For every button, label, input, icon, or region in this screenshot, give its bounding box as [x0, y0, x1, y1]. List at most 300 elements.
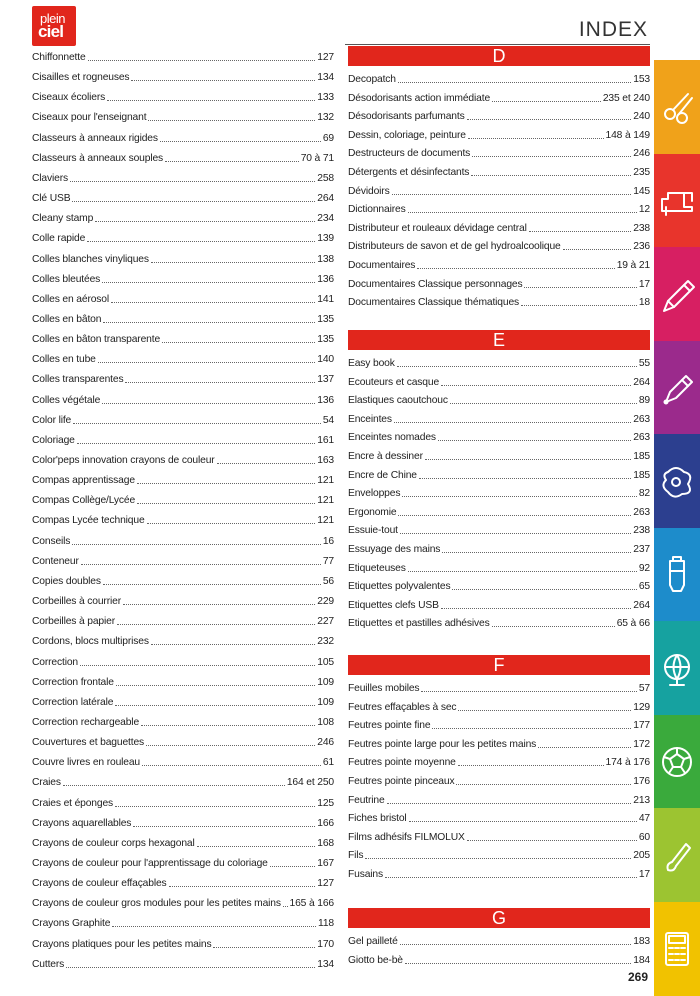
entry-page: 246 — [633, 147, 650, 160]
dot-leader — [467, 840, 637, 841]
entry-label: Colles en aérosol — [32, 293, 109, 306]
dot-leader — [151, 262, 315, 263]
entry-page: 12 — [639, 203, 650, 216]
entry-page: 237 — [633, 543, 650, 556]
entry-label: Documentaires — [348, 259, 415, 272]
dot-leader — [442, 552, 631, 553]
entry-page: 127 — [317, 877, 334, 890]
index-entry — [348, 696, 650, 714]
entry-label: Correction — [32, 656, 78, 669]
entry-page: 205 — [633, 849, 650, 862]
side-tab — [654, 154, 700, 249]
calculator-icon — [654, 925, 700, 971]
entry-page: 132 — [317, 111, 334, 124]
entry-label: Désodorisants action immédiate — [348, 92, 490, 105]
entry-page: 153 — [633, 73, 650, 86]
pencil-icon — [654, 271, 700, 317]
index-entry — [32, 892, 334, 910]
dot-leader — [387, 803, 632, 804]
entry-page: 17 — [639, 278, 650, 291]
entry-label: Distributeurs de savon et de gel hydroalcoolique — [348, 240, 561, 253]
index-entry — [32, 429, 334, 447]
index-entry — [348, 389, 650, 407]
entry-label: Corbeilles à papier — [32, 615, 115, 628]
entry-page: 263 — [633, 506, 650, 519]
entry-label: Crayons de couleur effaçables — [32, 877, 167, 890]
index-entry — [32, 933, 334, 951]
entry-page: 229 — [317, 595, 334, 608]
entry-page: 246 — [317, 736, 334, 749]
index-entry — [32, 852, 334, 870]
index-entry — [348, 519, 650, 537]
dot-leader — [87, 241, 315, 242]
dot-leader — [409, 821, 637, 822]
entry-label: Dévidoirs — [348, 185, 390, 198]
entry-page: 167 — [317, 857, 334, 870]
dot-leader — [165, 161, 299, 162]
entry-label: Correction latérale — [32, 696, 113, 709]
dot-leader — [563, 249, 632, 250]
entry-page: 108 — [317, 716, 334, 729]
index-entry — [348, 770, 650, 788]
entry-page: 172 — [633, 738, 650, 751]
entry-label: Colles en bâton — [32, 313, 101, 326]
entry-label: Détergents et désinfectants — [348, 166, 469, 179]
index-entry — [348, 105, 650, 123]
entry-label: Fils — [348, 849, 363, 862]
index-entry — [348, 575, 650, 593]
section-banner-e: E — [348, 330, 650, 350]
entry-label: Cutters — [32, 958, 64, 971]
entry-page: 55 — [639, 357, 650, 370]
entry-page: 185 — [633, 469, 650, 482]
entry-label: Gel pailleté — [348, 935, 398, 948]
entry-label: Coloriage — [32, 434, 75, 447]
entry-label: Essuie-tout — [348, 524, 398, 537]
index-entry — [348, 501, 650, 519]
dot-leader — [146, 745, 315, 746]
entry-label: Elastiques caoutchouc — [348, 394, 448, 407]
index-entry — [348, 254, 650, 272]
entry-label: Correction frontale — [32, 676, 114, 689]
entry-page: 69 — [323, 132, 334, 145]
dot-leader — [385, 877, 637, 878]
side-tab — [654, 341, 700, 436]
entry-page: 136 — [317, 273, 334, 286]
index-entry — [32, 389, 334, 407]
index-entry — [32, 832, 334, 850]
entry-page: 18 — [639, 296, 650, 309]
index-entry — [348, 464, 650, 482]
entry-label: Enceintes — [348, 413, 392, 426]
index-entry — [32, 711, 334, 729]
index-entry — [32, 86, 334, 104]
entry-page: 129 — [633, 701, 650, 714]
index-entry — [32, 127, 334, 145]
section-banner-g: G — [348, 908, 650, 928]
index-entry — [348, 124, 650, 142]
entry-label: Classeurs à anneaux souples — [32, 152, 163, 165]
index-entry — [32, 469, 334, 487]
entry-label: Fiches bristol — [348, 812, 407, 825]
dot-leader — [131, 80, 315, 81]
entry-label: Crayons de couleur gros modules pour les petites mains — [32, 897, 281, 910]
dot-leader — [438, 440, 631, 441]
dot-leader — [400, 944, 632, 945]
index-entry — [348, 714, 650, 732]
entry-label: Crayons de couleur pour l'apprentissage du coloriage — [32, 857, 268, 870]
entry-label: Couvre livres en rouleau — [32, 756, 140, 769]
entry-page: 139 — [317, 232, 334, 245]
index-entry — [348, 273, 650, 291]
dot-leader — [408, 212, 637, 213]
entry-page: 163 — [317, 454, 334, 467]
dot-leader — [160, 141, 321, 142]
entry-page: 19 à 21 — [617, 259, 650, 272]
index-entry — [32, 248, 334, 266]
dot-leader — [417, 268, 614, 269]
entry-label: Encre à dessiner — [348, 450, 423, 463]
logo-line-2: ciel — [38, 25, 63, 38]
dot-leader — [402, 496, 637, 497]
scissors-icon — [654, 84, 700, 130]
entry-label: Ecouteurs et casque — [348, 376, 439, 389]
dot-leader — [492, 101, 601, 102]
entry-label: Etiquettes et pastilles adhésives — [348, 617, 490, 630]
index-entry — [348, 198, 650, 216]
index-entry — [32, 348, 334, 366]
sewing-machine-icon — [654, 177, 700, 223]
entry-label: Désodorisants parfumants — [348, 110, 465, 123]
section-banner-d: D — [348, 46, 650, 66]
entry-page: 118 — [318, 917, 334, 930]
dot-leader — [441, 608, 631, 609]
dot-leader — [98, 362, 316, 363]
dot-leader — [117, 624, 315, 625]
dot-leader — [394, 422, 631, 423]
index-entry — [32, 449, 334, 467]
entry-label: Correction rechargeable — [32, 716, 139, 729]
entry-label: Etiqueteuses — [348, 562, 406, 575]
entry-label: Crayons aquarellables — [32, 817, 131, 830]
entry-page: 92 — [639, 562, 650, 575]
entry-label: Fusains — [348, 868, 383, 881]
index-entry — [32, 368, 334, 386]
entry-label: Etiquettes clefs USB — [348, 599, 439, 612]
index-entry — [32, 66, 334, 84]
entry-page: 65 — [639, 580, 650, 593]
index-entry — [32, 147, 334, 165]
index-entry — [32, 812, 334, 830]
index-entry — [32, 630, 334, 648]
entry-label: Color'peps innovation crayons de couleur — [32, 454, 215, 467]
dot-leader — [197, 846, 316, 847]
index-entry — [348, 161, 650, 179]
dot-leader — [102, 403, 315, 404]
index-entry — [348, 594, 650, 612]
index-entry — [32, 227, 334, 245]
dot-leader — [538, 747, 631, 748]
index-entry — [348, 612, 650, 630]
entry-page: 140 — [317, 353, 334, 366]
dot-leader — [80, 665, 315, 666]
dot-leader — [73, 423, 321, 424]
index-entry — [348, 557, 650, 575]
entry-page: 170 — [317, 938, 334, 951]
dot-leader — [72, 544, 321, 545]
entry-label: Compas Collège/Lycée — [32, 494, 135, 507]
entry-label: Enveloppes — [348, 487, 400, 500]
index-entry — [32, 570, 334, 588]
entry-label: Clé USB — [32, 192, 70, 205]
football-icon — [654, 738, 700, 784]
dot-leader — [408, 571, 637, 572]
entry-label: Feuilles mobiles — [348, 682, 419, 695]
index-entry — [348, 677, 650, 695]
entry-page: 133 — [317, 91, 334, 104]
entry-page: 134 — [317, 958, 334, 971]
entry-page: 235 — [633, 166, 650, 179]
dot-leader — [529, 231, 632, 232]
index-entry — [32, 751, 334, 769]
section-banner-f: F — [348, 655, 650, 675]
dot-leader — [115, 705, 315, 706]
dot-leader — [432, 728, 631, 729]
entry-label: Feutres effaçables à sec — [348, 701, 456, 714]
page-number: 269 — [628, 970, 648, 984]
dot-leader — [137, 503, 315, 504]
index-entry — [348, 217, 650, 235]
entry-page: 70 à 71 — [301, 152, 334, 165]
index-entry — [32, 691, 334, 709]
index-entry — [32, 489, 334, 507]
index-entry — [348, 87, 650, 105]
entry-page: 47 — [639, 812, 650, 825]
dot-leader — [524, 287, 636, 288]
entry-label: Documentaires Classique thématiques — [348, 296, 519, 309]
dot-leader — [213, 947, 315, 948]
entry-page: 65 à 66 — [617, 617, 650, 630]
entry-page: 138 — [317, 253, 334, 266]
dot-leader — [405, 963, 631, 964]
index-entry — [32, 550, 334, 568]
entry-page: 185 — [633, 450, 650, 463]
entry-page: 135 — [317, 333, 334, 346]
entry-label: Crayons Graphite — [32, 917, 110, 930]
index-entry — [32, 792, 334, 810]
index-entry — [32, 872, 334, 890]
entry-label: Giotto be-bè — [348, 954, 403, 967]
entry-page: 174 à 176 — [606, 756, 650, 769]
entry-page: 235 et 240 — [603, 92, 650, 105]
index-entry — [32, 167, 334, 185]
index-entry — [32, 610, 334, 628]
index-entry — [348, 291, 650, 309]
entry-label: Cleany stamp — [32, 212, 93, 225]
entry-label: Colles végétale — [32, 394, 100, 407]
entry-page: 176 — [633, 775, 650, 788]
dot-leader — [270, 866, 316, 867]
entry-page: 145 — [633, 185, 650, 198]
entry-page: 240 — [633, 110, 650, 123]
entry-label: Dessin, coloriage, peinture — [348, 129, 466, 142]
index-entry — [32, 207, 334, 225]
entry-label: Cordons, blocs multiprises — [32, 635, 149, 648]
index-entry — [348, 807, 650, 825]
index-entry — [348, 235, 650, 253]
index-entry — [348, 789, 650, 807]
entry-page: 121 — [317, 514, 334, 527]
dot-leader — [441, 385, 631, 386]
dot-leader — [468, 138, 604, 139]
entry-page: 125 — [317, 797, 334, 810]
index-entry — [32, 268, 334, 286]
globe-icon — [654, 645, 700, 691]
dot-leader — [521, 305, 637, 306]
entry-label: Couvertures et baguettes — [32, 736, 144, 749]
dot-leader — [162, 342, 315, 343]
index-entry — [348, 751, 650, 769]
entry-label: Dictionnaires — [348, 203, 406, 216]
entry-page: 232 — [317, 635, 334, 648]
dot-leader — [467, 119, 632, 120]
side-tab — [654, 621, 700, 716]
dot-leader — [471, 175, 631, 176]
index-entry — [32, 590, 334, 608]
dot-leader — [452, 589, 636, 590]
dot-leader — [112, 926, 316, 927]
dot-leader — [125, 382, 315, 383]
dot-leader — [148, 120, 315, 121]
dot-leader — [141, 725, 315, 726]
side-tab — [654, 528, 700, 623]
index-entry — [32, 953, 334, 971]
entry-label: Documentaires Classique personnages — [348, 278, 522, 291]
dot-leader — [81, 564, 321, 565]
index-entry — [348, 482, 650, 500]
entry-label: Feutres pointe moyenne — [348, 756, 456, 769]
entry-label: Claviers — [32, 172, 68, 185]
index-entry — [32, 509, 334, 527]
dot-leader — [456, 784, 631, 785]
dot-leader — [392, 194, 632, 195]
entry-label: Colles bleutées — [32, 273, 100, 286]
index-entry — [348, 733, 650, 751]
dot-leader — [116, 685, 315, 686]
entry-label: Feutres pointe pinceaux — [348, 775, 454, 788]
index-entry — [348, 930, 650, 948]
entry-page: 263 — [633, 413, 650, 426]
dot-leader — [88, 60, 316, 61]
index-entry — [348, 371, 650, 389]
entry-page: 264 — [633, 599, 650, 612]
index-entry — [32, 912, 334, 930]
dot-leader — [472, 156, 631, 157]
index-entry — [32, 671, 334, 689]
entry-page: 60 — [639, 831, 650, 844]
dot-leader — [103, 322, 315, 323]
dot-leader — [421, 691, 636, 692]
dot-leader — [151, 644, 315, 645]
entry-page: 168 — [317, 837, 334, 850]
entry-page: 57 — [639, 682, 650, 695]
dot-leader — [137, 483, 315, 484]
paint-stain-icon — [654, 458, 700, 504]
entry-label: Copies doubles — [32, 575, 101, 588]
side-tab — [654, 715, 700, 810]
entry-label: Ergonomie — [348, 506, 396, 519]
index-entry — [348, 863, 650, 881]
index-entry — [348, 445, 650, 463]
index-entry — [32, 106, 334, 124]
index-entry — [32, 771, 334, 789]
entry-label: Crayons platiques pour les petites mains — [32, 938, 211, 951]
pen-icon — [654, 364, 700, 410]
index-entry — [348, 408, 650, 426]
index-entry — [32, 46, 334, 64]
entry-label: Crayons de couleur corps hexagonal — [32, 837, 195, 850]
dot-leader — [419, 478, 631, 479]
entry-label: Films adhésifs FILMOLUX — [348, 831, 465, 844]
index-entry — [348, 949, 650, 967]
index-entry — [32, 328, 334, 346]
dot-leader — [103, 584, 321, 585]
dot-leader — [115, 806, 315, 807]
entry-page: 137 — [317, 373, 334, 386]
entry-page: 82 — [639, 487, 650, 500]
dot-leader — [450, 403, 637, 404]
dot-leader — [102, 282, 315, 283]
index-entry — [32, 288, 334, 306]
title-divider — [345, 44, 650, 45]
entry-label: Colles en tube — [32, 353, 96, 366]
entry-label: Essuyage des mains — [348, 543, 440, 556]
index-entry — [348, 826, 650, 844]
entry-label: Encre de Chine — [348, 469, 417, 482]
entry-page: 183 — [633, 935, 650, 948]
entry-label: Compas Lycée technique — [32, 514, 145, 527]
dot-leader — [133, 826, 315, 827]
index-entry — [348, 844, 650, 862]
entry-page: 234 — [317, 212, 334, 225]
entry-label: Craies — [32, 776, 61, 789]
side-tab — [654, 434, 700, 529]
entry-label: Compas apprentissage — [32, 474, 135, 487]
entry-page: 109 — [317, 696, 334, 709]
entry-label: Etiquettes polyvalentes — [348, 580, 450, 593]
entry-label: Conseils — [32, 535, 70, 548]
entry-page: 134 — [317, 71, 334, 84]
entry-label: Colles en bâton transparente — [32, 333, 160, 346]
entry-page: 263 — [633, 431, 650, 444]
dot-leader — [283, 906, 288, 907]
entry-label: Chiffonnette — [32, 51, 86, 64]
entry-label: Decopatch — [348, 73, 396, 86]
entry-label: Classeurs à anneaux rigides — [32, 132, 158, 145]
index-entry — [348, 68, 650, 86]
dot-leader — [123, 604, 315, 605]
dot-leader — [400, 533, 631, 534]
entry-page: 105 — [317, 656, 334, 669]
glue-tube-icon — [654, 551, 700, 597]
index-entry — [348, 180, 650, 198]
entry-page: 264 — [633, 376, 650, 389]
index-entry — [32, 409, 334, 427]
dot-leader — [95, 221, 315, 222]
dot-leader — [169, 886, 316, 887]
dot-leader — [147, 523, 316, 524]
plein-ciel-logo — [32, 6, 76, 46]
